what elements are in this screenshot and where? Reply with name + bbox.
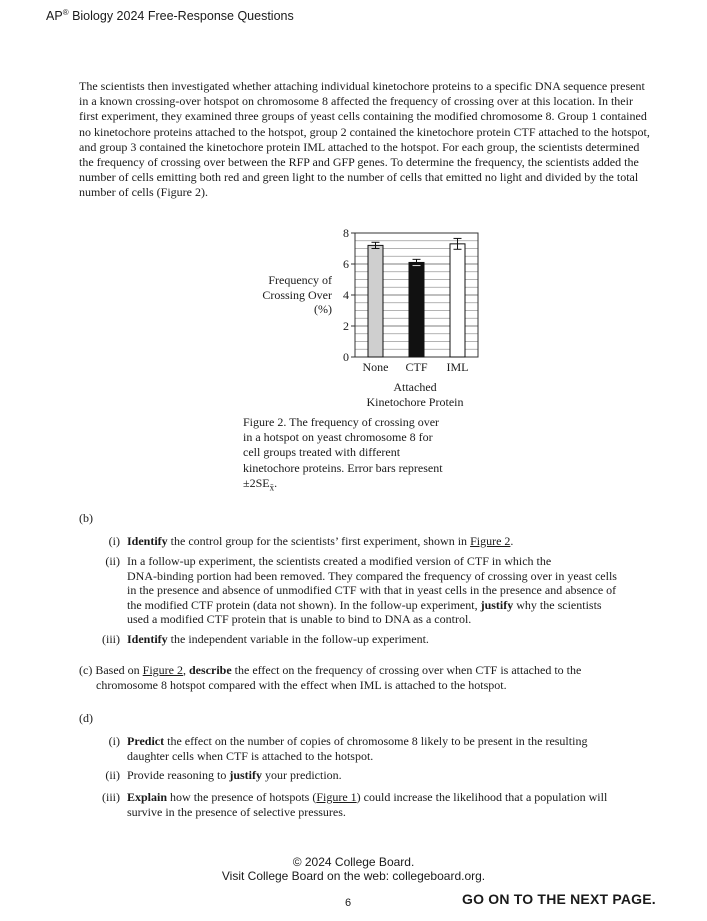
x-label-line: Kinetochore Protein bbox=[366, 394, 464, 409]
text-line bbox=[79, 663, 659, 678]
text-run: the effect on the number of copies of chromosome 8 likely to be present in the resulting bbox=[164, 734, 588, 748]
caption-line: kinetochore proteins. Error bars represent bbox=[243, 460, 443, 475]
text-run: why the scientists bbox=[513, 597, 602, 612]
text-run: the modified CTF protein (data not shown). In the follow-up experiment, bbox=[127, 597, 481, 612]
figure-2-reference: Figure 2 bbox=[142, 663, 183, 677]
bar bbox=[409, 262, 424, 357]
x-tick-label: IML bbox=[446, 360, 469, 374]
part-b-label: (b) bbox=[79, 511, 93, 525]
text-run: . bbox=[510, 534, 514, 548]
part-d-iii-text bbox=[127, 790, 657, 819]
y-label-line: Frequency of bbox=[268, 273, 332, 287]
part-b-i-number: (i) bbox=[108, 534, 120, 548]
text-run: your prediction. bbox=[262, 768, 342, 782]
figure-1-reference: Figure 1 bbox=[316, 790, 357, 804]
text-run: , bbox=[183, 663, 189, 677]
caption-line: cell groups treated with different bbox=[243, 445, 401, 460]
intro-paragraph: The scientists then investigated whether attaching individual kinetochore proteins to a specific DNA sequence present in a known crossing-over hotspot on chromosome 8 affected the frequency of crossing over at this location. In their first experiment, they examined three groups of yeast cells containing the modified chromosome 8. Group 1 contained no kinetochore proteins attached to the hotspot, group 2 contained the kinetochore protein CTF attached to the hotspot, and group 3 contained the kinetochore protein IML attached to the hotspot. For each group, the scientists determined the frequency of crossing over between the RFP and GFP genes. To determine the frequency, the scientists added the number of cells emitting both red and green light to the number of cells that emitted no light and divided by the total number of cells (Figure 2). bbox=[79, 79, 650, 200]
figure-2-caption bbox=[243, 415, 473, 495]
chart-y-axis-label bbox=[230, 273, 332, 317]
y-tick-label: 4 bbox=[343, 288, 349, 302]
caption-line bbox=[243, 476, 473, 496]
caption-xbar: x̄ bbox=[269, 482, 275, 493]
text-line: in the presence and absence of unmodified CTF with that in yeast cells in the presence and absence of bbox=[127, 583, 617, 597]
task-verb: Explain bbox=[127, 790, 168, 804]
bar bbox=[450, 244, 465, 357]
footer-visit: Visit College Board on the web: collegeboard.org. bbox=[221, 869, 486, 883]
part-b-iii-number: (iii) bbox=[102, 632, 120, 646]
part-b-iii-text bbox=[127, 632, 429, 647]
text-run: (c) Based on bbox=[79, 663, 143, 677]
part-b-ii-text bbox=[127, 554, 657, 627]
x-tick-label: CTF bbox=[405, 360, 428, 374]
footer-copyright: © 2024 College Board. bbox=[292, 855, 415, 869]
part-d-label: (d) bbox=[79, 711, 93, 725]
text-line: used a modified CTF protein that is unable to bind to DNA as a control. bbox=[127, 612, 472, 626]
task-verb: Identify bbox=[127, 632, 168, 646]
registered-mark: ® bbox=[62, 8, 69, 17]
text-run: Provide reasoning to bbox=[127, 768, 230, 782]
part-d-i-number: (i) bbox=[108, 734, 120, 748]
text-line: survive in the presence of selective pressures. bbox=[127, 804, 346, 819]
figure-2-chart bbox=[330, 222, 490, 377]
y-tick-label: 8 bbox=[343, 226, 349, 240]
text-run: the independent variable in the follow-up experiment. bbox=[167, 632, 429, 646]
text-run: the control group for the scientists’ first experiment, shown in bbox=[167, 534, 471, 548]
text-run: how the presence of hotspots ( bbox=[167, 790, 317, 804]
y-tick-label: 6 bbox=[343, 257, 349, 271]
task-verb: describe bbox=[189, 663, 232, 677]
page-header bbox=[46, 8, 294, 23]
chart-x-axis-label bbox=[340, 380, 490, 409]
page-number: 6 bbox=[345, 897, 352, 909]
y-label-line: (%) bbox=[314, 302, 332, 316]
caption-line: in a hotspot on yeast chromosome 8 for bbox=[243, 430, 433, 445]
go-on-next-page: GO ON TO THE NEXT PAGE. bbox=[462, 891, 656, 907]
part-b-i-text bbox=[127, 534, 513, 549]
text-run: ) could increase the likelihood that a population will bbox=[356, 790, 608, 804]
text-line: DNA-binding portion had been removed. They compared the frequency of crossing over in yeast cells bbox=[127, 568, 617, 583]
text-line: In a follow-up experiment, the scientists created a modified version of CTF in which the bbox=[127, 554, 552, 568]
part-d-iii-number: (iii) bbox=[102, 790, 120, 804]
part-d-i-text bbox=[127, 734, 657, 763]
part-c bbox=[79, 663, 659, 692]
y-label-line: Crossing Over bbox=[262, 287, 332, 302]
x-tick-label: None bbox=[362, 360, 389, 374]
text-run: the effect on the frequency of crossing over when CTF is attached to the bbox=[231, 663, 582, 677]
text-line: daughter cells when CTF is attached to the hotspot. bbox=[127, 748, 374, 763]
bar bbox=[368, 245, 383, 357]
header-ap: AP bbox=[46, 9, 63, 24]
text-line bbox=[127, 734, 657, 749]
x-label-line: Attached bbox=[393, 380, 437, 394]
text-line bbox=[127, 790, 657, 805]
figure-2-reference: Figure 2 bbox=[470, 534, 511, 548]
caption-end: . bbox=[274, 475, 278, 490]
y-tick-label: 2 bbox=[343, 319, 349, 333]
y-tick-label: 0 bbox=[343, 350, 349, 364]
task-verb: Predict bbox=[127, 734, 165, 748]
task-verb: justify bbox=[480, 597, 514, 612]
text-line: chromosome 8 hotspot compared with the effect when IML is attached to the hotspot. bbox=[96, 677, 507, 692]
task-verb: Identify bbox=[127, 534, 168, 548]
caption-line: Figure 2. The frequency of crossing over bbox=[243, 415, 440, 429]
part-d-ii-text bbox=[127, 768, 342, 783]
part-d-ii-number: (ii) bbox=[105, 768, 120, 782]
chart-plot-area bbox=[343, 226, 478, 374]
header-title: Biology 2024 Free-Response Questions bbox=[68, 9, 294, 24]
caption-pm: ±2SE bbox=[243, 475, 270, 490]
text-line bbox=[127, 598, 657, 613]
task-verb: justify bbox=[229, 768, 262, 782]
part-b-ii-number: (ii) bbox=[105, 554, 120, 568]
